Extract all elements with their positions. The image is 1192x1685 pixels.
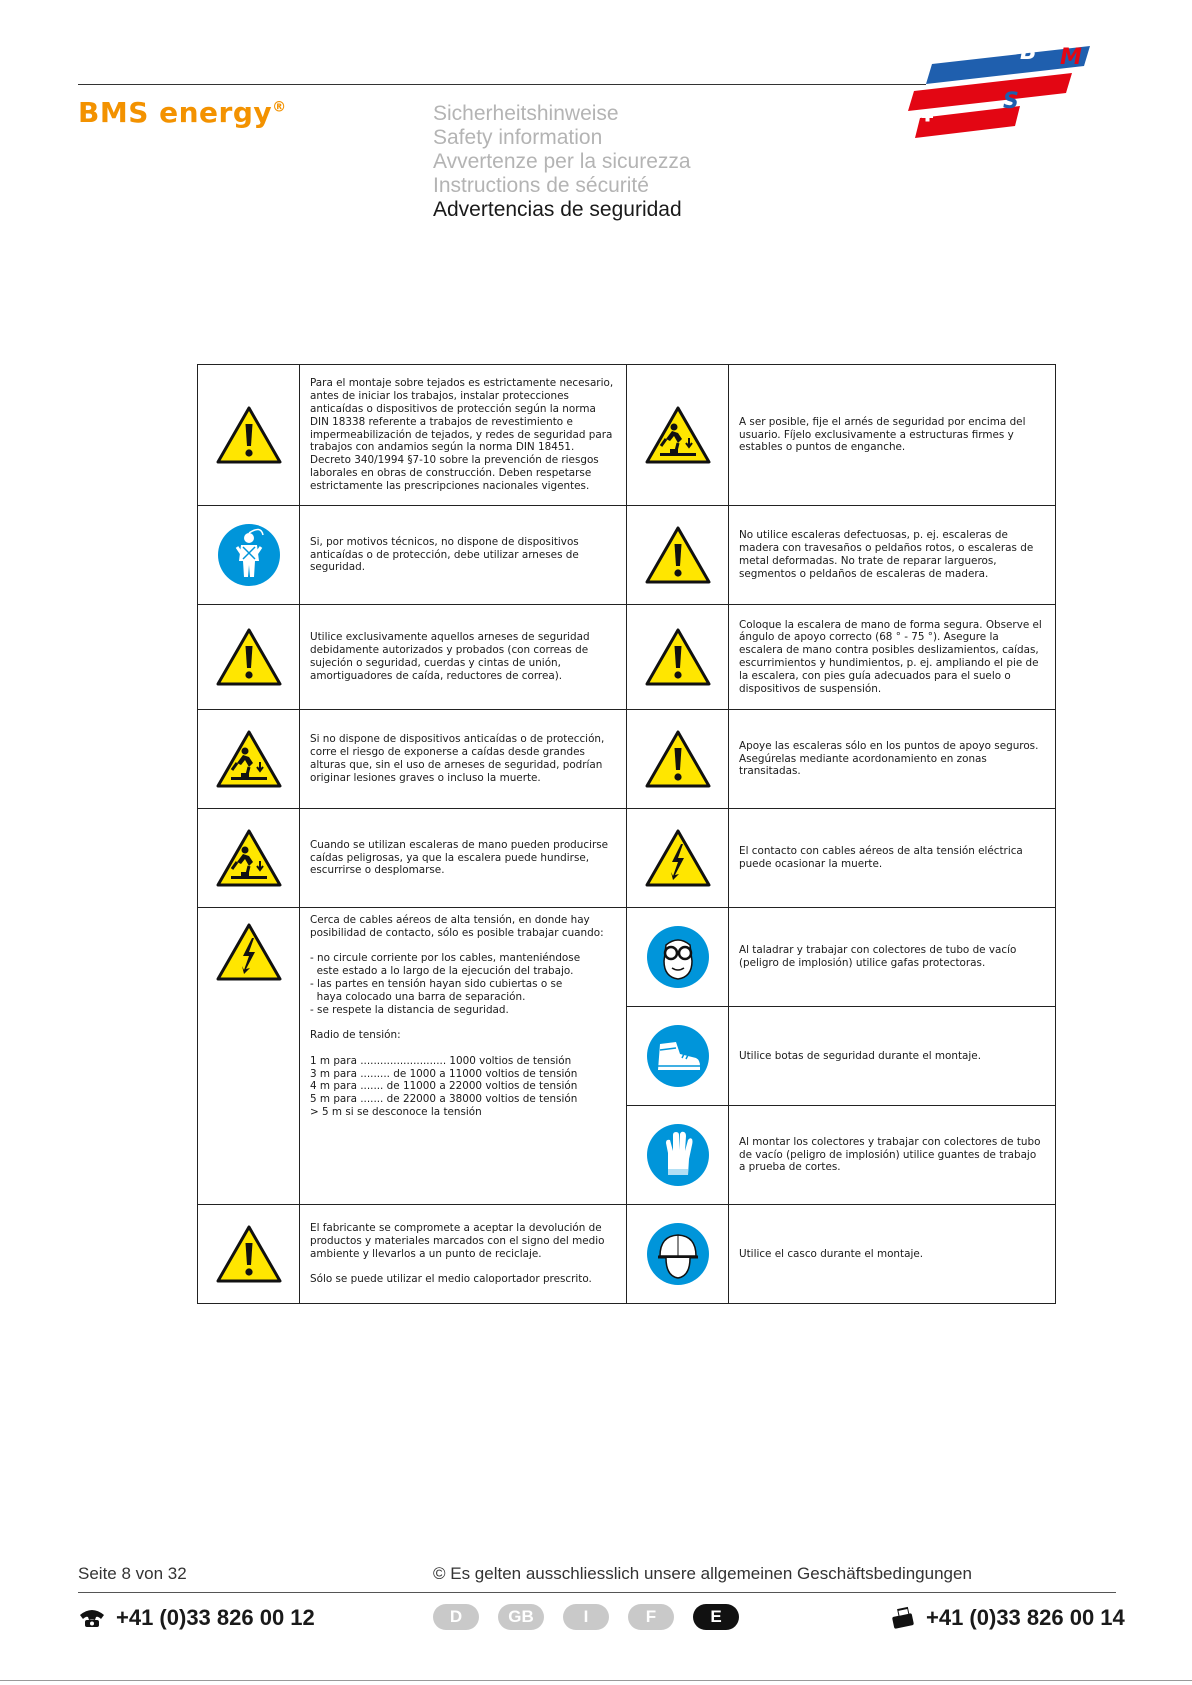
helmet-icon	[627, 1222, 728, 1286]
instruction-text: Utilice el casco durante el montaje.	[739, 1247, 924, 1260]
icon-cell	[627, 506, 729, 605]
phone-icon	[78, 1607, 106, 1629]
lang-f[interactable]: F	[628, 1604, 674, 1630]
terms-notice: © Es gelten ausschliesslich unsere allgemeinen Geschäftsbedingungen	[433, 1564, 972, 1583]
instruction-text: No utilice escaleras defectuosas, p. ej. escaleras de madera con travesaños o peldaños rotos, o escaleras de metal deformadas. No trate de reparar largueros, segmentos o peldaños de escaleras de madera.	[739, 529, 1037, 580]
table-row	[198, 1205, 1056, 1304]
instruction-text: A ser posible, fije el arnés de seguridad por encima del usuario. Fíjelo exclusivamente a estructuras firmes y estables o puntos de enganche.	[739, 415, 1029, 454]
table-row	[198, 809, 1056, 908]
instruction-text: Cerca de cables aéreos de alta tensión, en donde hay posibilidad de contacto, sólo es posible trabajar cuando: - no circule corriente por los cables, manteniéndose este estado a lo largo de la ejecución del trabajo. - las partes en tensión hayan sido cubiertas o se haya colocado una barra de separación. - se respete la distancia de seguridad. Radio de tensión: 1 m para .......................... 1000 voltios de tensión 3 m para ......... de 1000 a 11000 voltios de tensión 4 m para ....... de 11000 a 22000 voltios de tensión 5 m para ....... de 22000 a 38000 voltios de tensión > 5 m si se desconoce la tensión	[310, 914, 604, 1118]
fall-hazard-icon	[627, 405, 728, 465]
lang-i[interactable]: I	[563, 1604, 609, 1630]
goggles-icon	[627, 925, 728, 989]
icon-cell	[198, 710, 300, 809]
footer-rule	[78, 1592, 1116, 1593]
text-cell	[729, 506, 1056, 605]
icon-cell	[627, 908, 729, 1007]
text-cell	[300, 605, 627, 710]
instruction-text: Al montar los colectores y trabajar con colectores de tubo de vacío (peligro de implosión) utilice guantes de trabajo a prueba de cortes.	[739, 1135, 1044, 1174]
icon-cell	[198, 365, 300, 506]
icon-cell	[198, 809, 300, 908]
warning-icon	[627, 627, 728, 687]
text-cell	[729, 809, 1056, 908]
icon-cell	[627, 1205, 729, 1304]
lang-gb[interactable]: GB	[498, 1604, 544, 1630]
instruction-text: El contacto con cables aéreos de alta tensión eléctrica puede ocasionar la muerte.	[739, 845, 1027, 870]
gloves-icon	[627, 1123, 728, 1187]
text-cell	[300, 710, 627, 809]
instruction-text: Apoye las escaleras sólo en los puntos de apoyo seguros. Asegúrelas mediante acordonamiento en zonas transitadas.	[739, 739, 1042, 778]
brand-logo	[78, 96, 287, 129]
icon-cell	[627, 1007, 729, 1106]
instruction-text: Para el montaje sobre tejados es estrictamente necesario, antes de iniciar los trabajos, instalar protecciones anticaídas o dispositivos de protección según la norma DIN 18338 referente a trabajos de revestimiento e impermeabilización de tejados, y redes de seguridad para trabajos con andamios según la norma DIN 18451. Decreto 340/1994 §7-10 sobre la prevención de riesgos laborales en obras de construcción. Deben respetarse estrictamente las prescripciones nacionales vigentes.	[310, 377, 617, 492]
warning-icon	[198, 627, 299, 687]
page-number: Seite 8 von 32	[78, 1564, 187, 1583]
text-cell	[729, 710, 1056, 809]
logo-letter-m: M	[1060, 45, 1082, 70]
icon-cell	[627, 710, 729, 809]
text-cell	[729, 605, 1056, 710]
table-row	[198, 605, 1056, 710]
boots-icon	[627, 1024, 728, 1088]
lang-d[interactable]: D	[433, 1604, 479, 1630]
warning-icon	[627, 729, 728, 789]
electric-hazard-icon	[198, 922, 299, 982]
text-cell	[729, 1205, 1056, 1304]
instruction-text: Cuando se utilizan escaleras de mano pueden producirse caídas peligrosas, ya que la escalera puede hundirse, escurrirse o desplomarse.	[310, 838, 612, 877]
instruction-text: Utilice exclusivamente aquellos arneses de seguridad debidamente autorizados y probados (con correas de sujeción o seguridad, cuerdas y cintas de unión, amortiguadores de caída, reductores de correa).	[310, 631, 593, 682]
title-fr: Instructions de sécurité	[433, 174, 649, 197]
title-de: Sicherheitshinweise	[433, 102, 619, 125]
harness-icon	[198, 523, 299, 587]
warning-icon	[198, 405, 299, 465]
logo-letter-b: B	[1020, 40, 1037, 65]
text-cell	[729, 908, 1056, 1007]
instruction-text: Si no dispone de dispositivos anticaídas o de protección, corre el riesgo de exponerse a caídas desde grandes alturas que, sin el uso de arneses de seguridad, podrían originar lesiones graves o incluso la muerte.	[310, 733, 608, 784]
brand-registered-mark: ®	[272, 99, 287, 116]
text-cell	[300, 1205, 627, 1304]
instruction-text: Utilice botas de seguridad durante el montaje.	[739, 1049, 982, 1062]
table-row	[198, 908, 1056, 1007]
icon-cell	[627, 605, 729, 710]
instruction-text: Coloque la escalera de mano de forma segura. Observe el ángulo de apoyo correcto (68 ° - 75 °). Asegure la escalera de mano contra posibles deslizamientos, caídas, escurrimientos y hundimientos, p. ej. ampliando el pie de la escalera, con pies guía adecuados para el suelo o dispositivos de suspensión.	[739, 618, 1046, 695]
phone-number: +41 (0)33 826 00 12	[116, 1605, 315, 1630]
icon-cell	[627, 809, 729, 908]
icon-cell	[198, 605, 300, 710]
icon-cell	[198, 506, 300, 605]
text-cell	[300, 809, 627, 908]
safety-table	[197, 364, 1056, 1304]
instruction-text: Si, por motivos técnicos, no dispone de dispositivos anticaídas o de protección, debe utilizar arneses de seguridad.	[310, 535, 583, 574]
fax-icon	[890, 1606, 916, 1630]
table-row	[198, 710, 1056, 809]
icon-cell	[627, 1106, 729, 1205]
language-switcher	[433, 1604, 739, 1630]
fall-hazard-icon	[198, 729, 299, 789]
title-en: Safety information	[433, 126, 603, 149]
warning-icon	[198, 1224, 299, 1284]
instruction-text: Al taladrar y trabajar con colectores de tubo de vacío (peligro de implosión) utilice gafas protectoras.	[739, 944, 1020, 969]
warning-icon	[627, 525, 728, 585]
text-cell	[729, 365, 1056, 506]
fall-hazard-icon	[198, 828, 299, 888]
lang-e[interactable]: E	[693, 1604, 739, 1630]
header-rule	[78, 84, 926, 85]
fax-contact[interactable]	[890, 1605, 1125, 1631]
brand-name: BMS energy	[78, 96, 273, 129]
icon-cell	[198, 908, 300, 1205]
bms-logo	[900, 36, 1100, 141]
fax-number: +41 (0)33 826 00 14	[926, 1605, 1125, 1630]
title-it: Avvertenze per la sicurezza	[433, 150, 691, 173]
electric-hazard-icon	[627, 828, 728, 888]
icon-cell	[198, 1205, 300, 1304]
text-cell	[300, 506, 627, 605]
page-edge-rule	[0, 1680, 1192, 1681]
instruction-text: El fabricante se compromete a aceptar la devolución de productos y materiales marcados con el signo del medio ambiente y llevarlos a un punto de reciclaje. Sólo se puede utilizar el medio caloportador prescrito.	[310, 1222, 605, 1286]
text-cell	[300, 365, 627, 506]
icon-cell	[627, 365, 729, 506]
text-cell	[729, 1007, 1056, 1106]
table-row	[198, 365, 1056, 506]
phone-contact[interactable]	[78, 1605, 315, 1631]
text-cell	[729, 1106, 1056, 1205]
text-cell	[300, 908, 627, 1205]
logo-letter-s: S	[1003, 89, 1019, 114]
title-es: Advertencias de seguridad	[433, 198, 682, 221]
table-row	[198, 506, 1056, 605]
title-block	[433, 102, 691, 222]
